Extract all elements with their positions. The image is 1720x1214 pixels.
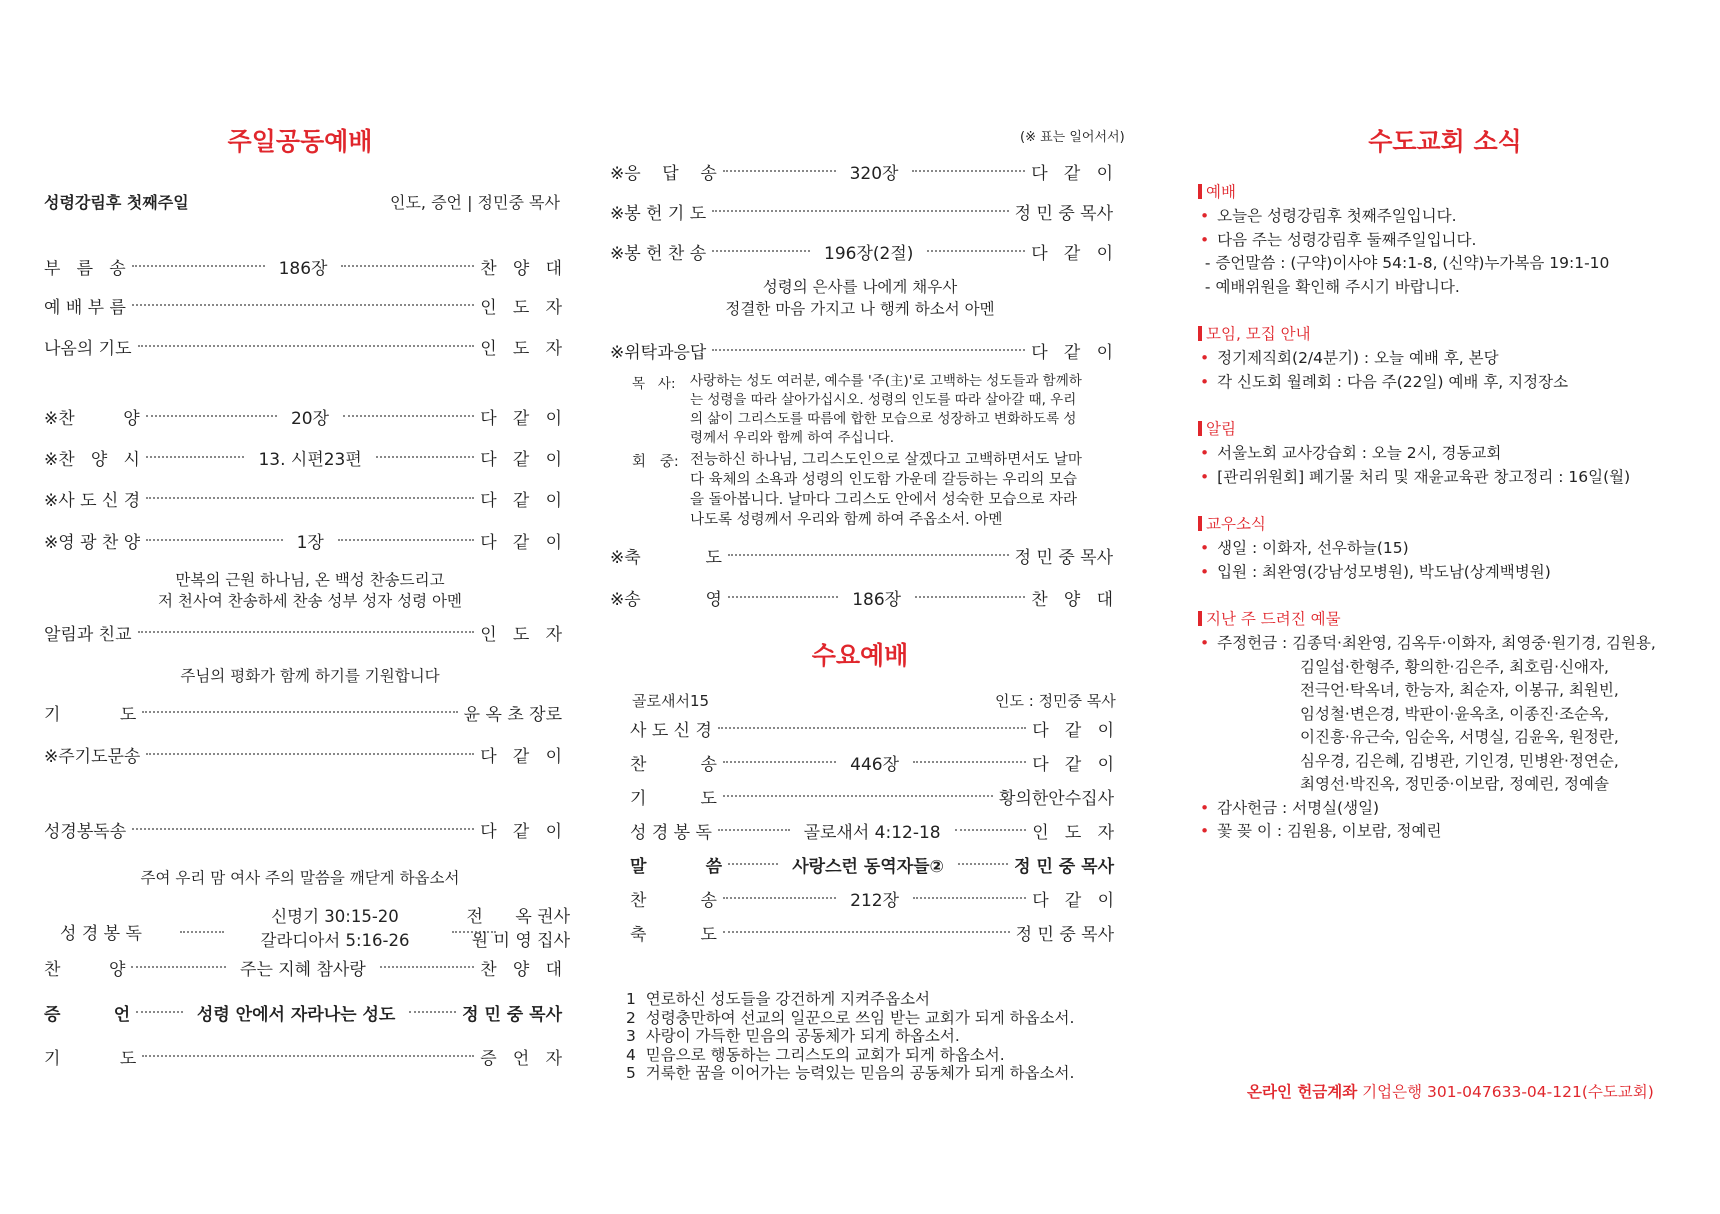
- leader-dots: [723, 750, 1026, 775]
- service-row: [44, 444, 562, 470]
- news-line: [1200, 204, 1457, 226]
- service-participant: 정 민 중 목사: [462, 1004, 562, 1025]
- news-line: [1200, 819, 1441, 841]
- heading-bar: [1198, 184, 1202, 199]
- dot-leader: [723, 795, 993, 797]
- service-participant: 정 민 중 목사: [1014, 856, 1114, 877]
- news-line: [1200, 370, 1568, 392]
- news-text: 임성철·변은경, 박판이·윤옥초, 이종진·조순옥,: [1300, 704, 1609, 723]
- leader-dots: [132, 304, 474, 306]
- news-line: [1200, 631, 1656, 653]
- service-item: ※응 답 송: [610, 163, 717, 184]
- news-line: [1300, 772, 1609, 794]
- service-row: [610, 238, 1113, 264]
- passage: 신명기 30:15-20: [271, 907, 399, 926]
- service-detail: 성령 안에서 자라나는 성도: [196, 1004, 396, 1025]
- dot-leader: [728, 596, 838, 598]
- pastor-line: 의 삶이 그리스도를 따름에 합한 모습으로 성장하고 변화하도록 성: [690, 411, 1077, 427]
- news-text: 최영선·박진옥, 정민중·이보람, 정예린, 정예솔: [1300, 775, 1609, 793]
- service-participant: 인 도 자: [1032, 822, 1114, 843]
- leader-dots: [718, 818, 1026, 843]
- news-text: 입원 : 최완영(강남성모병원), 박도남(상계백병원): [1217, 562, 1551, 581]
- bullet-icon: •: [1200, 444, 1210, 462]
- dot-leader: [955, 829, 1027, 831]
- glory-text-line: 저 천사여 찬송하세 찬송 성부 성자 성령 아멘: [157, 592, 462, 610]
- service-detail: 주는 지혜 참사랑: [240, 959, 366, 980]
- leader-dots: [136, 1000, 456, 1025]
- dot-leader: [913, 897, 1026, 899]
- account-text: 기업은행 301-047633-04-121(수도교회): [1362, 1083, 1654, 1101]
- news-text: 김일섭·한형주, 황의한·김은주, 최호림·신애자,: [1300, 657, 1609, 676]
- service-participant: 다 같 이: [480, 532, 562, 553]
- dot-leader: [376, 456, 475, 458]
- service-row: [630, 749, 1114, 775]
- pastor-line: 령께서 우리와 함께 하여 주십니다.: [690, 430, 895, 446]
- pastor-line: 는 성령을 따라 살아가십시오. 성령의 인도를 따라 살아갈 때, 우리: [690, 392, 1077, 408]
- heading-bar: [1198, 421, 1202, 436]
- pastor-label: 목 사:: [632, 376, 676, 392]
- news-section-heading: [1198, 607, 1341, 629]
- dot-leader: [343, 415, 474, 417]
- service-item: 찬 양: [44, 959, 126, 980]
- dot-leader: [712, 210, 1009, 212]
- service-row: [630, 715, 1114, 741]
- dot-leader: [728, 863, 778, 865]
- service-participant: 다 같 이: [480, 449, 562, 470]
- news-section-heading: [1198, 180, 1236, 202]
- bullet-icon: •: [1200, 822, 1210, 840]
- news-text: 이진흥·유근숙, 임순옥, 서명실, 김윤옥, 원정란,: [1300, 728, 1619, 746]
- dot-leader: [146, 497, 474, 499]
- wed-book: 골로새서15: [632, 692, 710, 710]
- news-section-heading: [1198, 512, 1266, 534]
- service-row: [630, 919, 1114, 945]
- bible-reading-readers: [460, 905, 570, 953]
- leader-dots: [146, 528, 474, 553]
- leader-dots: [718, 727, 1026, 729]
- sunday-name: 성령강림후 첫째주일: [44, 193, 189, 212]
- service-item: ※영 광 찬 양: [44, 532, 141, 553]
- service-item: ※찬 양: [44, 408, 140, 429]
- heading-text: 알림: [1206, 420, 1236, 438]
- dot-leader: [132, 304, 474, 306]
- service-item: ※축 도: [610, 547, 722, 568]
- leader-dots: [723, 886, 1026, 911]
- prayer-list: [626, 990, 1074, 1083]
- news-line: [1200, 346, 1499, 368]
- leader-dots: [142, 1055, 474, 1057]
- service-row: [44, 333, 562, 359]
- service-item: ※위탁과응답: [610, 342, 707, 363]
- online-account: [1247, 1080, 1654, 1102]
- service-row: [44, 954, 562, 980]
- service-participant: 찬 양 대: [480, 959, 562, 980]
- service-row: [44, 485, 562, 511]
- pastor-line: 사랑하는 성도 여러분, 예수를 '주(主)'로 고백하는 성도들과 함께하: [690, 373, 1082, 389]
- bible-reading-passages: [235, 905, 435, 953]
- service-item: 축 도: [630, 924, 717, 945]
- service-item: ※송 영: [610, 589, 722, 610]
- heading-bar: [1198, 611, 1202, 626]
- service-participant: 증 언 자: [480, 1048, 562, 1069]
- service-item: 예 배 부 름: [44, 297, 126, 318]
- service-detail: 320장: [849, 163, 899, 184]
- service-participant: 정 민 중 목사: [1015, 924, 1114, 945]
- bullet-icon: •: [1200, 230, 1210, 249]
- service-participant: 다 같 이: [480, 408, 562, 429]
- dot-leader: [138, 345, 475, 347]
- service-item: ※주기도문송: [44, 746, 141, 767]
- dot-leader: [338, 539, 474, 541]
- service-participant: 인 도 자: [480, 338, 562, 359]
- leader-dots: [146, 753, 474, 755]
- leader-dots: [138, 631, 475, 633]
- leader-dots: [723, 159, 1026, 184]
- leader-dots: [723, 795, 993, 797]
- service-row: [44, 699, 562, 725]
- account-label: 온라인 헌금계좌: [1247, 1083, 1358, 1101]
- leader-dots: [728, 852, 1008, 877]
- service-row: [44, 403, 562, 429]
- news-section-heading: [1198, 417, 1236, 439]
- service-row: [630, 817, 1114, 843]
- wed-leader: 인도 : 정민중 목사: [995, 692, 1116, 710]
- service-participant: 다 같 이: [1032, 754, 1114, 775]
- offering-line: 정결한 마음 가지고 나 행케 하소서 아멘: [725, 300, 995, 318]
- heading-text: 모임, 모집 안내: [1206, 325, 1311, 343]
- dot-leader: [723, 931, 1010, 933]
- peace-text: 주님의 평화가 함께 하기를 기원합니다: [180, 667, 440, 685]
- service-participant: 윤 옥 초 장로: [463, 704, 562, 725]
- service-row: [610, 158, 1113, 184]
- bible-reading-label: 성 경 봉 독: [60, 924, 142, 944]
- news-line: [1300, 725, 1619, 747]
- heading-text: 예배: [1206, 183, 1236, 201]
- service-item: 성경봉독송: [44, 821, 127, 842]
- bullet-icon: •: [1200, 467, 1210, 486]
- news-text: 꽃 꽂 이 : 김원용, 이보람, 정예린: [1217, 822, 1442, 840]
- service-row: [44, 1043, 562, 1069]
- people-line: 을 돌아봅니다. 날마다 그리스도 안에서 성숙한 모습으로 자라: [690, 492, 1078, 508]
- service-detail: 196장(2절): [824, 243, 914, 264]
- service-item: 알림과 친교: [44, 624, 132, 645]
- service-detail: 20장: [290, 408, 330, 429]
- leader-dots: [728, 554, 1009, 556]
- heading-bar: [1198, 516, 1202, 531]
- news-text: - 증언말씀 : (구약)이사야 54:1-8, (신약)누가복음 19:1-10: [1200, 254, 1610, 272]
- service-detail: 13. 시편23편: [258, 449, 362, 470]
- news-text: 각 신도회 월례회 : 다음 주(22일) 예배 후, 지정장소: [1217, 372, 1569, 391]
- dot-leader: [912, 170, 1025, 172]
- news-line: [1200, 465, 1630, 487]
- news-text: - 예배위원을 확인해 주시기 바랍니다.: [1200, 277, 1460, 296]
- leader-info: 인도, 증언 | 정민중 목사: [390, 193, 560, 212]
- service-participant: 인 도 자: [480, 624, 562, 645]
- people-label: 회 중:: [632, 454, 679, 470]
- dot-leader: [146, 539, 282, 541]
- service-detail: 446장: [850, 754, 900, 775]
- people-text: [690, 450, 1120, 530]
- service-detail: 골로새서 4:12-18: [803, 822, 941, 843]
- people-line: 다 육체의 소욕과 성령의 인도함 가운데 갈등하는 우리의 모습: [690, 472, 1078, 488]
- service-item: 찬 송: [630, 754, 717, 775]
- service-detail: 사랑스런 동역자들②: [792, 856, 944, 877]
- service-participant: 다 같 이: [1031, 163, 1113, 184]
- leader-dots: [146, 445, 474, 470]
- news-line: [1300, 678, 1619, 700]
- service-row: [44, 816, 562, 842]
- news-line: [1300, 702, 1609, 724]
- offering-prayer-text: [650, 276, 1070, 320]
- bullet-icon: •: [1200, 207, 1210, 225]
- service-participant: 찬 양 대: [480, 258, 562, 279]
- bullet-icon: •: [1200, 539, 1210, 557]
- service-row: [610, 337, 1113, 363]
- service-item: 말 씀: [630, 856, 723, 877]
- leader-dots: [132, 254, 475, 279]
- service-row: [630, 851, 1114, 877]
- service-item: ※사 도 신 경: [44, 490, 141, 511]
- service-row: [44, 292, 562, 318]
- dot-leader: [712, 349, 1025, 351]
- service-item: 기 도: [44, 704, 137, 725]
- news-line: [1200, 796, 1379, 818]
- dot-leader: [136, 1011, 183, 1013]
- service-item: 사 도 신 경: [630, 720, 712, 741]
- service-item: ※봉 헌 기 도: [610, 203, 707, 224]
- news-text: 주정헌금 : 김종덕·최완영, 김옥두·이화자, 최영중·원기경, 김원용,: [1217, 634, 1656, 652]
- leader-dots: [146, 404, 475, 429]
- service-participant: 다 같 이: [1031, 342, 1113, 363]
- service-row: [610, 584, 1113, 610]
- leader-dots: [146, 497, 474, 499]
- service-row: [630, 885, 1114, 911]
- prayer-item: 1 연로하신 성도들을 강건하게 지켜주옵소서: [626, 990, 931, 1008]
- service-participant: 다 같 이: [480, 821, 562, 842]
- bullet-icon: •: [1200, 634, 1210, 652]
- dot-leader: [915, 596, 1025, 598]
- service-row: [610, 198, 1113, 224]
- glory-text-line: 만복의 근원 하나님, 온 백성 찬송드리고: [175, 571, 445, 589]
- service-participant: 다 같 이: [1031, 243, 1113, 264]
- people-line: 전능하신 하나님, 그리스도인으로 살겠다고 고백하면서도 날마: [690, 452, 1082, 468]
- service-participant: 정 민 중 목사: [1014, 203, 1113, 224]
- news-line: [1300, 655, 1609, 677]
- dot-leader: [131, 966, 226, 968]
- dot-leader: [380, 966, 475, 968]
- dot-leader: [341, 265, 474, 267]
- service-item: 부 름 송: [44, 258, 126, 279]
- service-item: 기 도: [44, 1048, 137, 1069]
- bible-reading-row: [60, 905, 570, 957]
- bullet-icon: •: [1200, 372, 1210, 391]
- dot-leader: [146, 415, 277, 417]
- dot-leader: [132, 265, 265, 267]
- standing-note: (※ 표는 일어서서): [1020, 130, 1125, 145]
- service-participant: 정 민 중 목사: [1014, 547, 1113, 568]
- service-row: [44, 619, 562, 645]
- service-item: 기 도: [630, 788, 717, 809]
- service-item: 찬 송: [630, 890, 717, 911]
- leader-dots: [712, 210, 1009, 212]
- heading-bar: [1198, 326, 1202, 341]
- news-text: 정기제직회(2/4분기) : 오늘 예배 후, 본당: [1217, 349, 1499, 367]
- service-item: ※봉 헌 찬 송: [610, 243, 707, 264]
- sunday-worship-title: 주일공동예배: [227, 127, 373, 156]
- news-line: [1200, 560, 1551, 582]
- service-participant: 다 같 이: [1032, 720, 1114, 741]
- dot-leader: [142, 711, 457, 713]
- leader-dots: [728, 585, 1025, 610]
- dot-leader: [927, 250, 1025, 252]
- dot-leader: [723, 897, 836, 899]
- news-text: [관리위원회] 폐기물 처리 및 재윤교육관 창고정리 : 16일(월): [1217, 467, 1631, 486]
- service-detail: 186장: [852, 589, 902, 610]
- dot-leader: [142, 1055, 474, 1057]
- prayer-item: 5 거룩한 꿈을 이어가는 능력있는 믿음의 공동체가 되게 하옵소서.: [626, 1064, 1075, 1082]
- news-text: 전극언·탁옥녀, 한능자, 최순자, 이봉규, 최원빈,: [1300, 681, 1619, 699]
- news-text: 오늘은 성령강림후 첫째주일입니다.: [1217, 207, 1457, 225]
- leader-dots: [180, 931, 224, 933]
- service-item: 성 경 봉 독: [630, 822, 712, 843]
- dot-leader: [712, 250, 810, 252]
- passage: 갈라디아서 5:16-26: [260, 931, 410, 950]
- news-text: 감사헌금 : 서명실(생일): [1217, 798, 1380, 817]
- bullet-icon: •: [1200, 562, 1210, 581]
- bullet-icon: •: [1200, 349, 1210, 367]
- dot-leader: [913, 761, 1026, 763]
- service-item: 나옴의 기도: [44, 338, 132, 359]
- dot-leader: [958, 863, 1008, 865]
- service-participant: 다 같 이: [1032, 890, 1114, 911]
- prayer-item: 3 사랑이 가득한 믿음의 공동체가 되게 하옵소서.: [626, 1027, 960, 1045]
- service-row: [44, 741, 562, 767]
- news-text: 심우경, 김은혜, 김병관, 기인경, 민병완·정연순,: [1300, 751, 1619, 770]
- news-line: [1300, 749, 1619, 771]
- service-row: [44, 253, 562, 279]
- leader-dots: [723, 931, 1010, 933]
- service-participant: 황의한안수집사: [999, 788, 1114, 809]
- service-row: [630, 783, 1114, 809]
- wednesday-worship-title: 수요예배: [811, 641, 909, 670]
- news-section-heading: [1198, 322, 1311, 344]
- reader: 원 미 영 집사: [471, 931, 570, 951]
- news-text: 다음 주는 성령강림후 둘째주일입니다.: [1217, 230, 1477, 249]
- service-item: ※찬 양 시: [44, 449, 140, 470]
- service-detail: 212장: [850, 890, 900, 911]
- dot-leader: [728, 554, 1009, 556]
- service-detail: 186장: [278, 258, 328, 279]
- pastor-text: [690, 372, 1110, 448]
- news-text: 생일 : 이화자, 선우하늘(15): [1217, 539, 1409, 557]
- service-participant: 다 같 이: [480, 746, 562, 767]
- news-text: 서울노회 교사강습회 : 오늘 2시, 경동교회: [1217, 444, 1502, 462]
- leader-dots: [132, 828, 474, 830]
- prayer-item: 2 성령충만하여 선교의 일꾼으로 쓰임 받는 교회가 되게 하옵소서.: [626, 1008, 1075, 1027]
- offering-line: 성령의 은사를 나에게 채우사: [762, 278, 958, 296]
- prayer-item: 4 믿음으로 행동하는 그리스도의 교회가 되게 하옵소서.: [626, 1045, 1005, 1064]
- glory-text: [100, 570, 520, 612]
- church-news-title: 수도교회 소식: [1368, 127, 1522, 156]
- dot-leader: [146, 456, 245, 458]
- dot-leader: [718, 829, 790, 831]
- heading-text: 지난 주 드려진 예물: [1206, 610, 1341, 628]
- heading-text: 교우소식: [1206, 515, 1266, 533]
- news-line: [1200, 536, 1409, 558]
- service-row: [610, 542, 1113, 568]
- dot-leader: [723, 170, 836, 172]
- leader-dots: [142, 711, 457, 713]
- people-line: 나도록 성령께서 우리와 함께 하여 주옵소서. 아멘: [690, 512, 1003, 528]
- news-line: [1200, 228, 1476, 250]
- dot-leader: [138, 631, 475, 633]
- dot-leader: [723, 761, 836, 763]
- news-line: [1200, 251, 1609, 273]
- leader-dots: [131, 955, 474, 980]
- word-prayer-text: 주여 우리 맘 여사 주의 말씀을 깨닫게 하옵소서: [140, 869, 460, 887]
- service-participant: 다 같 이: [480, 490, 562, 511]
- dot-leader: [409, 1011, 456, 1013]
- dot-leader: [146, 753, 474, 755]
- leader-dots: [712, 239, 1025, 264]
- service-row: [44, 527, 562, 553]
- bullet-icon: •: [1200, 798, 1210, 817]
- service-participant: 찬 양 대: [1031, 589, 1113, 610]
- news-line: [1200, 275, 1460, 297]
- leader-dots: [712, 349, 1025, 351]
- leader-dots: [138, 345, 475, 347]
- news-line: [1200, 441, 1501, 463]
- service-item: 증 언: [44, 1004, 131, 1025]
- dot-leader: [718, 727, 1026, 729]
- service-participant: 인 도 자: [480, 297, 562, 318]
- service-row: [44, 999, 562, 1025]
- dot-leader: [132, 828, 474, 830]
- reader: 전 옥 권사: [466, 907, 570, 927]
- service-detail: 1장: [296, 532, 324, 553]
